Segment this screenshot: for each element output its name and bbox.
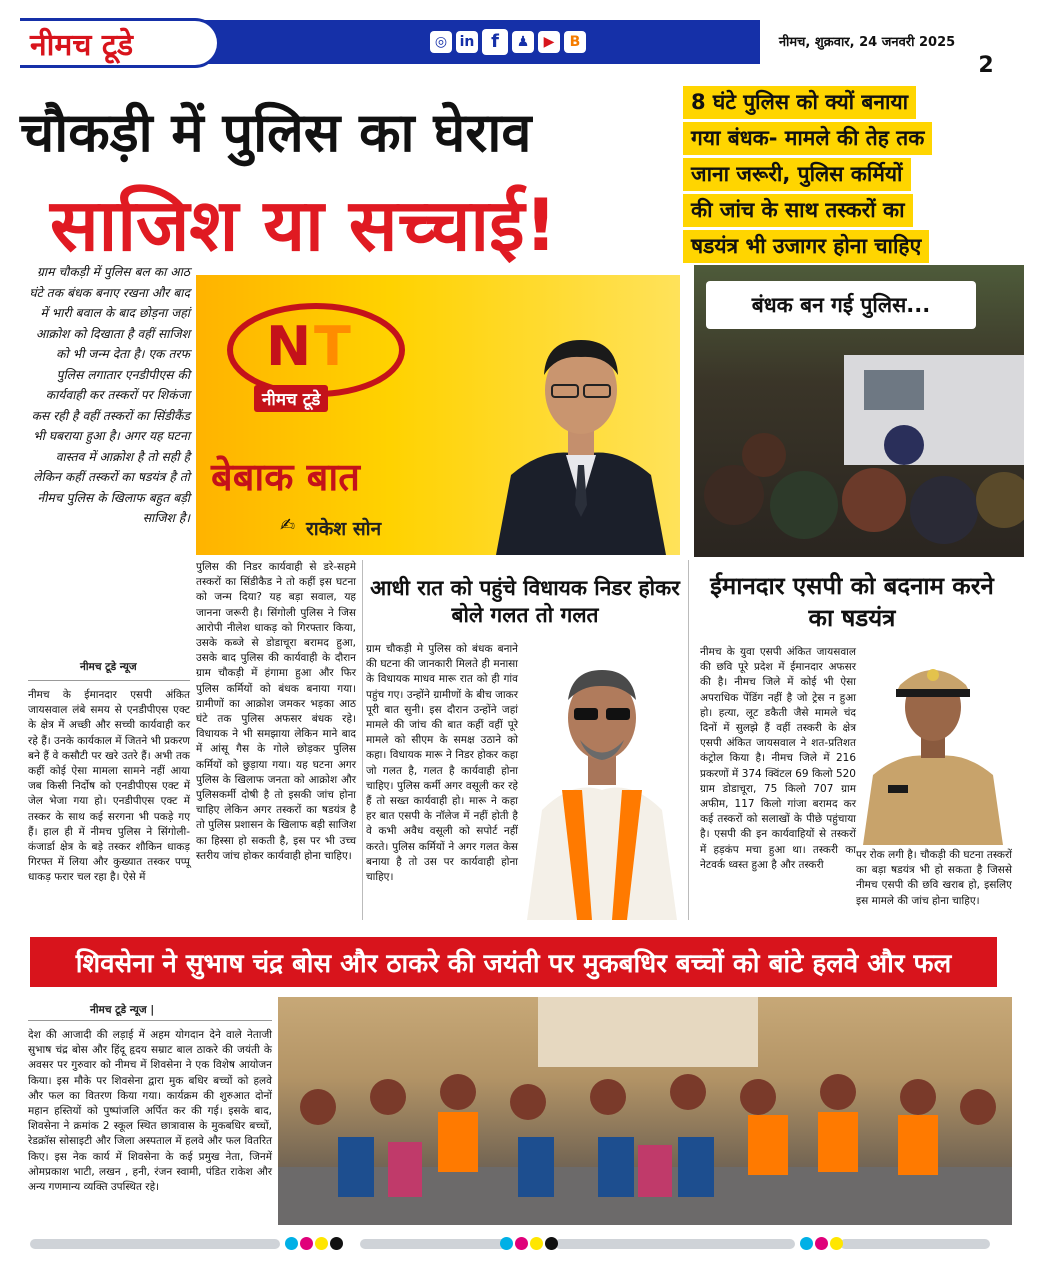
social-icons xyxy=(430,28,586,56)
newspaper-logo[interactable]: नीमच टूडे xyxy=(20,18,220,68)
hostage-police-photo xyxy=(694,265,1024,557)
column-divider xyxy=(362,560,363,920)
mla-portrait xyxy=(522,640,682,920)
dateline: नीमच, शुक्रवार, 24 जनवरी 2025 xyxy=(760,18,974,64)
svg-text:T: T xyxy=(314,315,351,378)
main-headline-2: साजिश या सच्चाई! xyxy=(50,183,558,267)
print-marks xyxy=(30,1235,990,1253)
blogger-icon[interactable]: B xyxy=(564,31,586,53)
divider xyxy=(28,680,190,681)
lead-paragraph: ग्राम चौकड़ी में पुलिस बल का आठ घंटे तक बंधक बनाए रखना और बाद में भारी बवाल के बाद छोड़ना जहां आक्रोश को दिखाता है वहीं साजिश को भी जन्म देता है। एक तरफ पुलिस लगातार एनडीपीएस की कार्यवाही कर तस्करों पर शिकंजा कस रही है वहीं तस्करों का सिंडीकैंड भी घबराया हुआ है। अगर यह घटना वास्तव में आक्रोश है तो सही है लेकिन कहीं तस्करों का षडयंत्र है तो नीमच पुलिस के खिलाफ बहुत बड़ी साजिश है। xyxy=(29,265,190,525)
photo-caption: बंधक बन गई पुलिस... xyxy=(706,281,976,329)
side-line: षडयंत्र भी उजागर होना चाहिए xyxy=(683,230,929,263)
side-line: 8 घंटे पुलिस को क्यों बनाया xyxy=(683,86,916,119)
shivsena-article: देश की आजादी की लड़ाई में अहम योगदान देने वाले नेताजी सुभाष चंद्र बोस और हिंदू हृदय सम्राट बाल ठाकरे की जयंती के अवसर पर गुरुवार को नीमच में शिवसेना ने एक विशेष आयोजन किया। इस मौके पर शिवसेना द्वारा मुक बधिर बच्चों को हलवे और फल का वितरण किया गया। कार्यक्रम की शुरुआत दोनों महान हस्तियों को पुष्पांजलि अर्पित कर की गई। इसके बाद, शिवसेना ने क्रमांक 2 स्कूल स्थित छात्रावास के मुकबधिर बच्चों, रेडक्रॉस सोसाइटी और जिला अस्पताल में हलवे और फल वितरित किए। इस नेक कार्य में शिवसेना के कई प्रमुख नेता, जिनमें ओमप्रकाश भाटी, लखन , हनी, रंजन स्वामी, पंडित राकेश और अन्य गणमान्य व्यक्ति उपस्थित रहे। xyxy=(28,1029,272,1194)
sp-headline: ईमानदार एसपी को बदनाम करने का षडयंत्र xyxy=(710,572,994,632)
sp-article: नीमच के युवा एसपी अंकित जायसवाल की छवि पूरे प्रदेश में ईमानदार अफसर की है। नीमच जिले में कोई भी ऐसा अपराधिक पेंडिंग नहीं है जो ट्रेस न हुआ हो। हत्या, लूट डकैती जैसे मामले चंद दिनों में सुलझे हैं वहीं तस्करी के क्षेत्र एसपी अंकित जायसवाल ने शत-प्रतिशत कंट्रोल किया है। नीमच जिले में 216 प्रकरणों में 374 क्विंटल 69 किलो 520 ग्राम डोडाचूरा, 75 किलो 707 ग्राम अफीम, 117 किलो गांजा बरामद कर कई तस्करों को सलाखों के पीछे पहुंचाया है। एसपी की इन कार्यवाहियों से तस्करों में हड़कंप मचा हुआ था। तस्करी का नेटवर्क ध्वस्त हुआ है और तस्करी xyxy=(700,646,856,871)
main-headline: चौकड़ी में पुलिस का घेराव xyxy=(20,101,532,164)
sp-portrait xyxy=(858,645,1008,845)
banner-author: राकेश सोन xyxy=(306,518,382,540)
shivsena-group-photo xyxy=(278,997,1012,1225)
side-headline xyxy=(683,86,1013,256)
masthead xyxy=(20,18,998,80)
pen-icon: ✍ xyxy=(280,515,296,536)
page-number: 2 xyxy=(974,18,998,78)
byline: नीमच टूडे न्यूज xyxy=(80,661,137,673)
sp-article-continued: पर रोक लगी है। चौकड़ी की घटना तस्करों का बड़ा षडयंत्र भी हो सकता है जिससे नीमच एसपी की छवि खराब हो, इसलिए इस मामले की जांच होना चाहिए। xyxy=(856,849,1012,907)
mla-headline: आधी रात को पहुंचे विधायक निडर होकर बोले गलत तो गलत xyxy=(370,576,680,627)
column-divider xyxy=(688,560,689,920)
side-line: की जांच के साथ तस्करों का xyxy=(683,194,913,227)
divider xyxy=(28,1020,272,1021)
youtube-icon[interactable]: ▶ xyxy=(538,31,560,53)
anchor-portrait xyxy=(486,305,676,555)
side-line: जाना जरूरी, पुलिस कर्मियों xyxy=(683,158,911,191)
byline: नीमच टूडे न्यूज | xyxy=(90,1004,155,1016)
bebak-baat-banner xyxy=(196,275,680,555)
meetup-icon[interactable]: ♟ xyxy=(512,31,534,53)
banner-logo-text: नीमच टूडे xyxy=(254,385,328,412)
instagram-icon[interactable]: ◎ xyxy=(430,31,452,53)
article-column: नीमच के ईमानदार एसपी अंकित जायसवाल लंबे समय से एनडीपीएस एक्ट के क्षेत्र में अच्छी और सच्ची कार्यवाही कर रहे हैं। उनके कार्यकाल में जितने भी प्रकरण बने हैं वे कसौटी पर खरे उतरे हैं। अभी तक कहीं कोई ऐसा मामला सामने नहीं आया जब किसी निर्दोष को एनडीपीएस एक्ट में जेल भेजा गया हो। एनडीपीएस एक्ट में तस्कर के साथ कई सरगना भी पकड़े गए हैं। हाल ही में नीमच पुलिस ने सिंगोली-कंजार्डा क्षेत्र के बड़े तस्कर शौकिन धाकड़ गिरफ्त में लिया और कुख्यात तस्कर पप्पू धाकड़ फरार चल रहा है। ऐसे में xyxy=(28,689,190,884)
side-line: गया बंधक- मामले की तेह तक xyxy=(683,122,932,155)
article-column: पुलिस की निडर कार्यवाही से डरे-सहमे तस्करों का सिंडीकैड ने तो कहीं इस घटना को जन्म दिया? यह बड़ा सवाल, यह जानना जरूरी है। सिंगोली पुलिस ने जिस आरोपी नीलेश धाकड़ को गिरफ्तार किया, उसके कब्जे से डोडाचूरा बरामद हुआ, उसके बाद पुलिस की कार्यवाही के दौरान ग्राम चौकड़ी में हंगामा हुआ और फिर पुलिस कर्मियों को बंधक बनाया गया। ग्रामीणों का आक्रोश जमकर भड़का आठ घंटे तक पुलिस अफसर बंधक रहे। विधायक ने भी समझाया लेकिन माने बाद में आंसू गैस के गोले छोड़कर पुलिस कर्मियों को छुड़ाया गया। यह घटना अगर पुलिस के खिलाफ जनता को आक्रोश और पुलिसकर्मी दोषी है तो इसकी जांच होना चाहिए लेकिन अगर तस्करों का षडयंत्र है तो पुलिस प्रशासन के खिलाफ बड़ी साजिश का हिस्सा हो सकती है, इस पर भी उच्च स्तरीय जांच होकर कार्यवाही होना चाहिए। xyxy=(196,561,356,862)
shivsena-headline: शिवसेना ने सुभाष चंद्र बोस और ठाकरे की जयंती पर मुकबधिर बच्चों को बांटे हलवे और फल xyxy=(30,937,997,987)
facebook-icon[interactable]: f xyxy=(482,29,508,55)
linkedin-icon[interactable]: in xyxy=(456,31,478,53)
banner-title: बेबाक बात xyxy=(211,454,360,499)
svg-text:N: N xyxy=(266,315,312,378)
mla-article: ग्राम चौकड़ी मे पुलिस को बंधक बनाने की घटना की जानकारी मिलते ही मनासा के विधायक माधव मारू रात को ही गांव पहुंच गए। उन्होंने ग्रामीणों के बीच जाकर पूरी बात सुनी। इस दौरान उन्होंने जहां मामले की जांच की बात कहीं वहीं पूरे मामले को सीएम के समक्ष उठाने को कहा। विधायक मारू ने निडर होकर कहा जो गलत है, गलत है कार्यवाही होना चाहिए। पुलिस कर्मी अगर वसूली कर रहे हैं तो सख्त कार्यवाही हो। मारू ने कहा हर बात एसपी के नॉलेज में नहीं होती है वे कभी अवैध वसूली को सपोर्ट नहीं करते। पुलिस कर्मियों ने अगर गलत केस बनाया है तो उस पर कार्यवाही होना चाहिए। xyxy=(366,643,518,884)
